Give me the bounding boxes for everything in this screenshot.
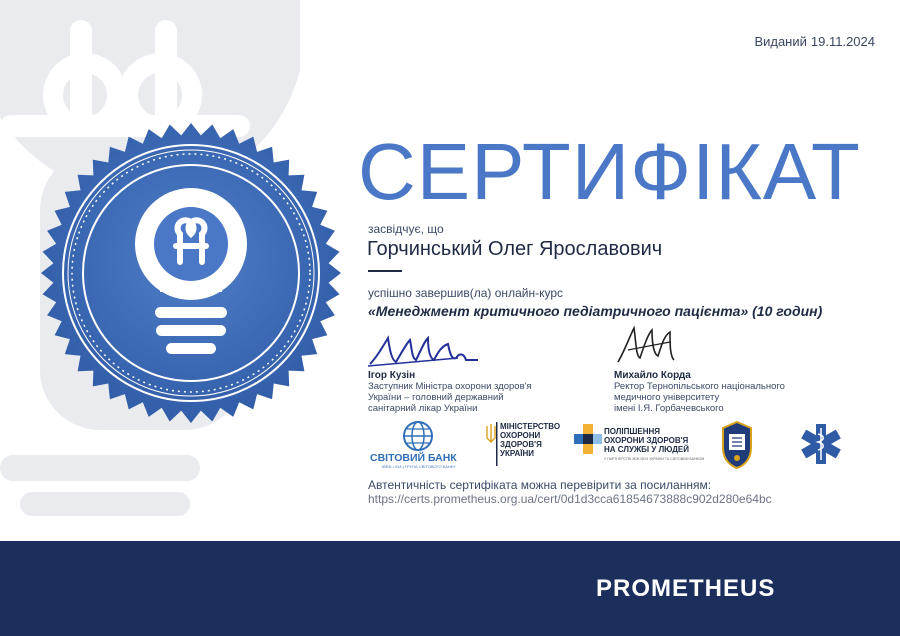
certifies-text: засвідчує, що	[368, 222, 444, 236]
signature-kuzin-icon	[368, 330, 483, 372]
health-improvement-subtitle: У ПАРТНЕРСТВІ МІЖ МОЗ УКРАЇНИ ТА СВІТОВИМ БАНКОМ	[604, 457, 705, 461]
course-hours: (10 годин)	[752, 303, 823, 319]
signatory-position-line: імені І.Я. Горбачевського	[614, 403, 724, 414]
course-name: «Менеджмент критичного педіатричного пацієнта»	[368, 303, 749, 319]
ministry-line: ОХОРОНИ	[500, 431, 541, 440]
signatory-kuzin	[368, 370, 568, 414]
signatory-korda	[614, 370, 844, 414]
completed-text: успішно завершив(ла) онлайн-курс	[368, 286, 563, 300]
signatory-position-line: медичного університету	[614, 392, 720, 403]
health-improvement-line: НА СЛУЖБІ У ЛЮДЕЙ	[604, 445, 690, 454]
issue-date-label: Виданий	[754, 34, 807, 49]
ministry-line: ЗДОРОВ'Я	[500, 440, 542, 449]
signatory-position-line: Ректор Тернопільського національного	[614, 381, 785, 392]
signatory-position-line: Заступник Міністра охорони здоров'я	[368, 381, 532, 392]
certificate-title: СЕРТИФІКАТ	[358, 127, 861, 216]
signatory-name: Михайло Корда	[614, 370, 691, 381]
signatory-position-line: санітарний лікар України	[368, 403, 478, 414]
recipient-name: Горчинський Олег Ярославович	[367, 238, 663, 260]
ministry-line: МІНІСТЕРСТВО	[500, 422, 561, 431]
partner-logos	[368, 420, 848, 472]
course-title	[368, 303, 822, 319]
verification-link[interactable]: https://certs.prometheus.org.ua/cert/0d1d3cca61854673888c902d280e64bc	[368, 492, 772, 506]
trident-icon	[484, 420, 498, 468]
signature-korda-icon	[614, 322, 684, 370]
verification-text: Автентичність сертифіката можна перевірити за посиланням:	[368, 478, 712, 492]
ministry-of-health-logo	[484, 420, 564, 473]
issue-date-value: 19.11.2024	[810, 34, 875, 49]
seal-badge-icon	[40, 122, 342, 424]
prometheus-brand-logo: PROMETHEUS	[596, 575, 776, 602]
world-bank-logo	[368, 420, 468, 469]
health-improvement-logo	[574, 420, 704, 465]
health-improvement-line: ОХОРОНИ ЗДОРОВ'Я	[604, 436, 689, 445]
university-crest-icon	[717, 420, 757, 475]
cross-blocks-icon	[574, 420, 602, 460]
ministry-line: УКРАЇНИ	[500, 449, 535, 458]
star-of-life-icon	[799, 420, 843, 473]
health-improvement-text	[604, 427, 689, 454]
world-bank-subtitle: IBRD • IDA | ГРУПА СВІТОВОГО БАНКУ	[382, 464, 456, 469]
divider	[368, 270, 402, 272]
globe-icon	[368, 420, 468, 452]
ministry-text	[500, 422, 560, 458]
signatory-position-line: України – головний державний	[368, 392, 504, 403]
health-improvement-line: ПОЛІПШЕННЯ	[604, 427, 661, 436]
footer-bar	[0, 541, 900, 636]
world-bank-title: СВІТОВИЙ БАНК	[370, 452, 457, 464]
issue-date	[750, 34, 875, 49]
signatory-name: Ігор Кузін	[368, 370, 416, 381]
